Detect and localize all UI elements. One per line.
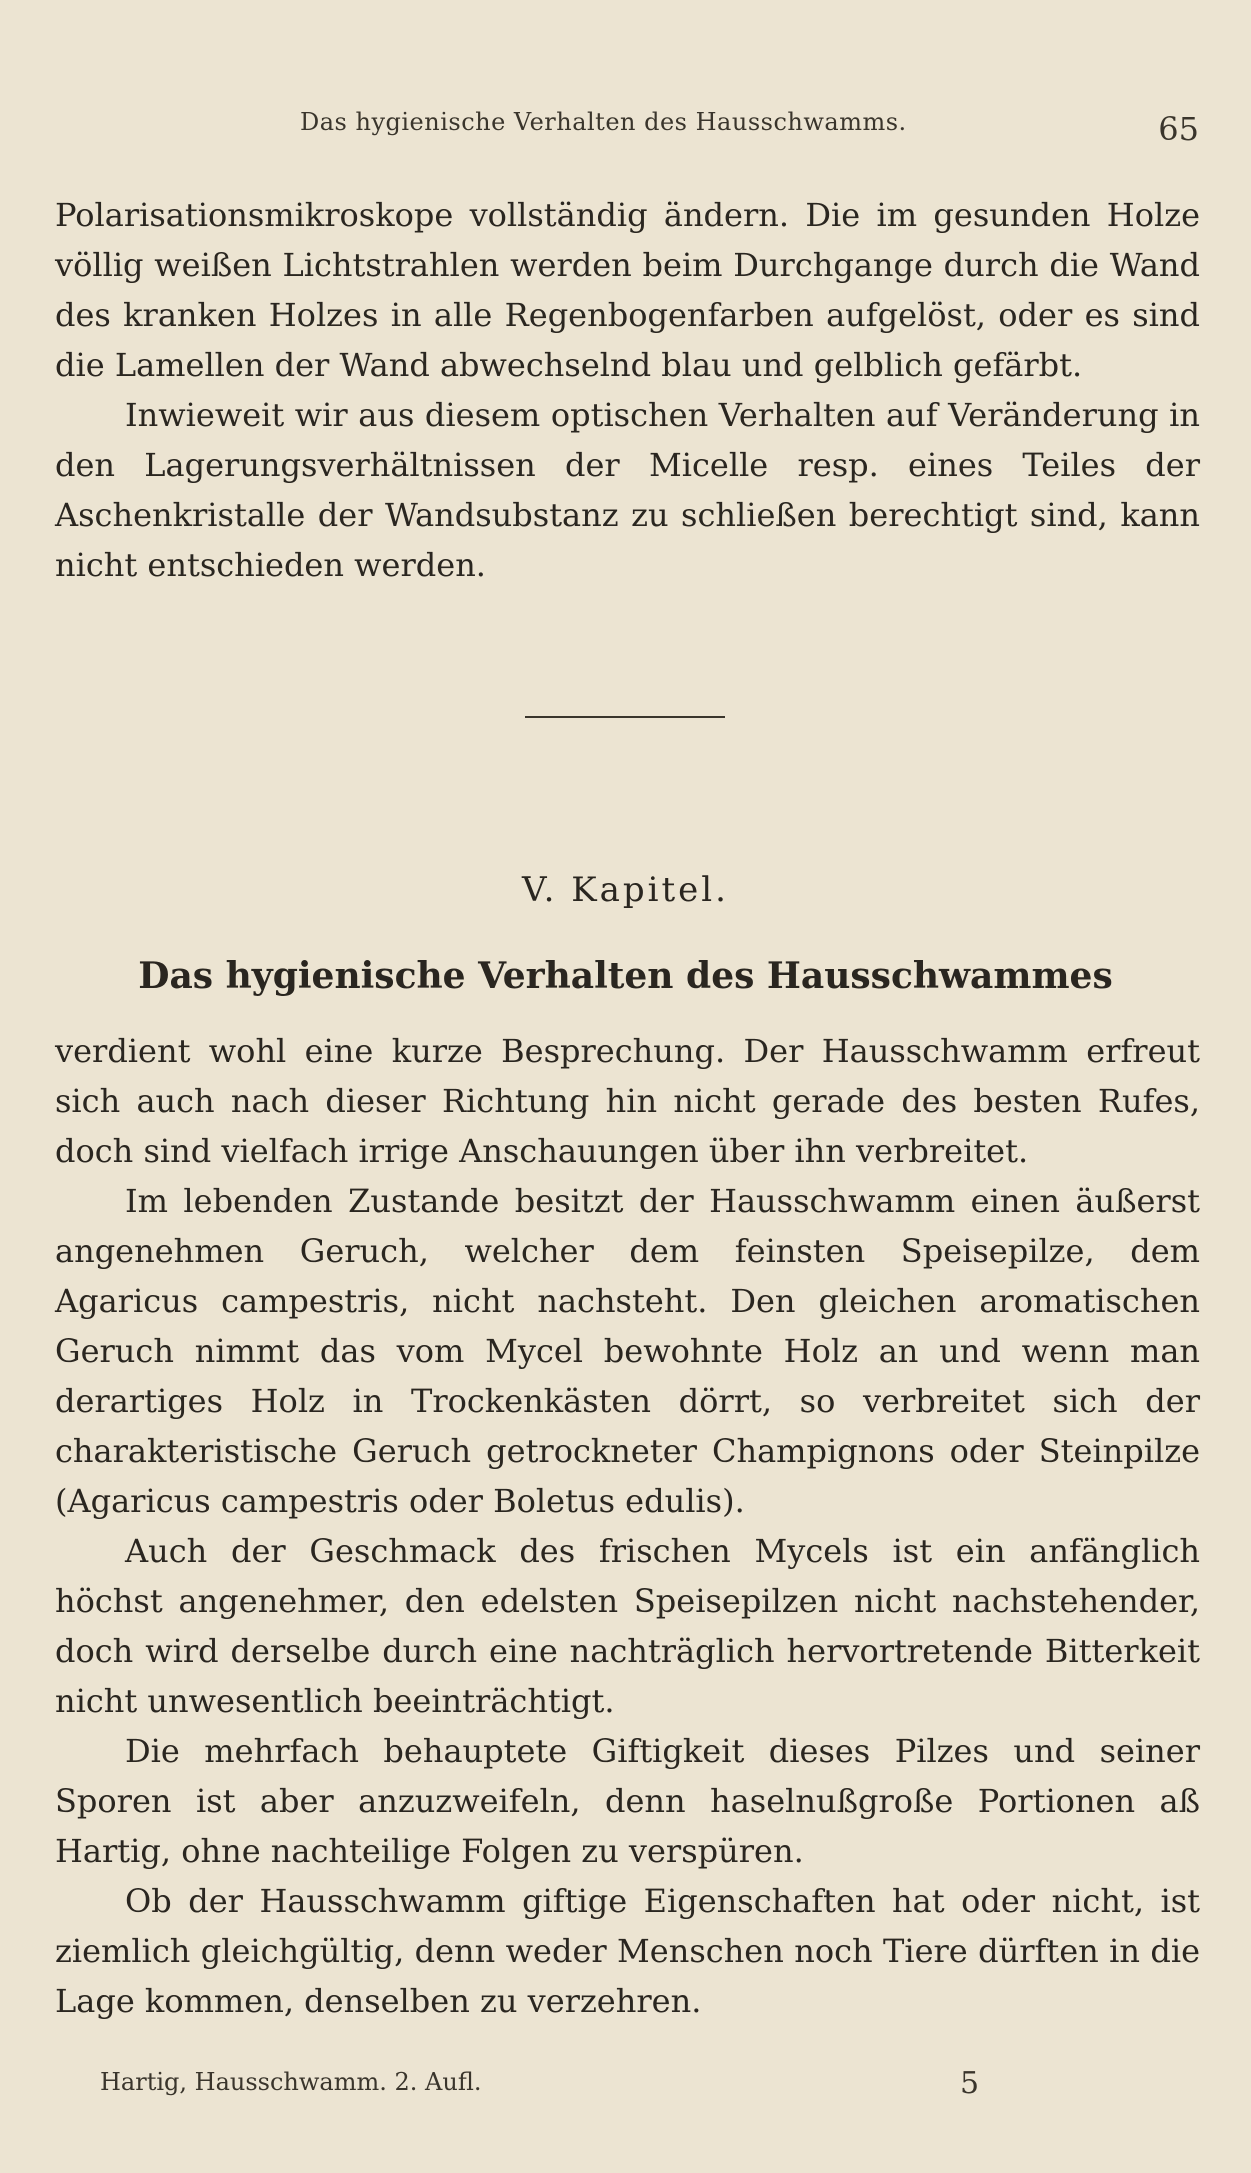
chapter-body [55, 1026, 1200, 2026]
footer-sheet-number: 5 [960, 2066, 980, 2101]
paragraph: Auch der Geschmack des frischen Mycels ist ein anfänglich höchst angenehmer, den edelsten Speisepilzen nicht nachstehender, doch wird derselbe durch eine nachträglich hervortretende Bitterkeit nicht unwesentlich beeinträchtigt. [55, 1532, 1200, 1720]
section-continuation [55, 190, 1200, 590]
section-divider [525, 716, 725, 718]
paragraph: Die mehrfach behauptete Giftigkeit dieses Pilzes und seiner Sporen ist aber anzuzweifeln, denn haselnußgroße Portionen aß Hartig, ohne nachteilige Folgen zu verspüren. [55, 1732, 1200, 1870]
running-head: Das hygienische Verhalten des Hausschwamms. [300, 108, 907, 136]
footer-signature: Hartig, Hausschwamm. 2. Aufl. [100, 2068, 482, 2096]
page-number: 65 [1158, 110, 1199, 148]
paragraph: Ob der Hausschwamm giftige Eigenschaften hat oder nicht, ist ziemlich gleichgültig, denn weder Menschen noch Tiere dürften in die Lage kommen, denselben zu verzehren. [55, 1882, 1200, 2020]
chapter-title: Das hygienische Verhalten des Hausschwammes [138, 955, 1113, 997]
paragraph: Im lebenden Zustande besitzt der Hausschwamm einen äußerst angenehmen Geruch, welcher dem feinsten Speisepilze, dem Agaricus campestris, nicht nachsteht. Den gleichen aromatischen Geruch nimmt das vom Mycel bewohnte Holz an und wenn man derartiges Holz in Trockenkästen dörrt, so verbreitet sich der charakteristische Geruch getrockneter Champignons oder Steinpilze (Agaricus campestris oder Boletus edulis). [55, 1182, 1200, 1520]
paragraph: verdient wohl eine kurze Besprechung. Der Hausschwamm erfreut sich auch nach dieser Richtung hin nicht gerade des besten Rufes, doch sind vielfach irrige Anschauungen über ihn verbreitet. [55, 1032, 1200, 1170]
paragraph: Polarisationsmikroskope vollständig ändern. Die im gesunden Holze völlig weißen Lichtstrahlen werden beim Durchgange durch die Wand des kranken Holzes in alle Regenbogenfarben aufgelöst, oder es sind die Lamellen der Wand abwechselnd blau und gelblich gefärbt. [55, 196, 1200, 384]
chapter-label: V. Kapitel. [521, 870, 729, 910]
paragraph: Inwieweit wir aus diesem optischen Verhalten auf Veränderung in den Lagerungsverhältnissen der Micelle resp. eines Teiles der Aschenkristalle der Wandsubstanz zu schließen berechtigt sind, kann nicht entschieden werden. [55, 396, 1200, 584]
